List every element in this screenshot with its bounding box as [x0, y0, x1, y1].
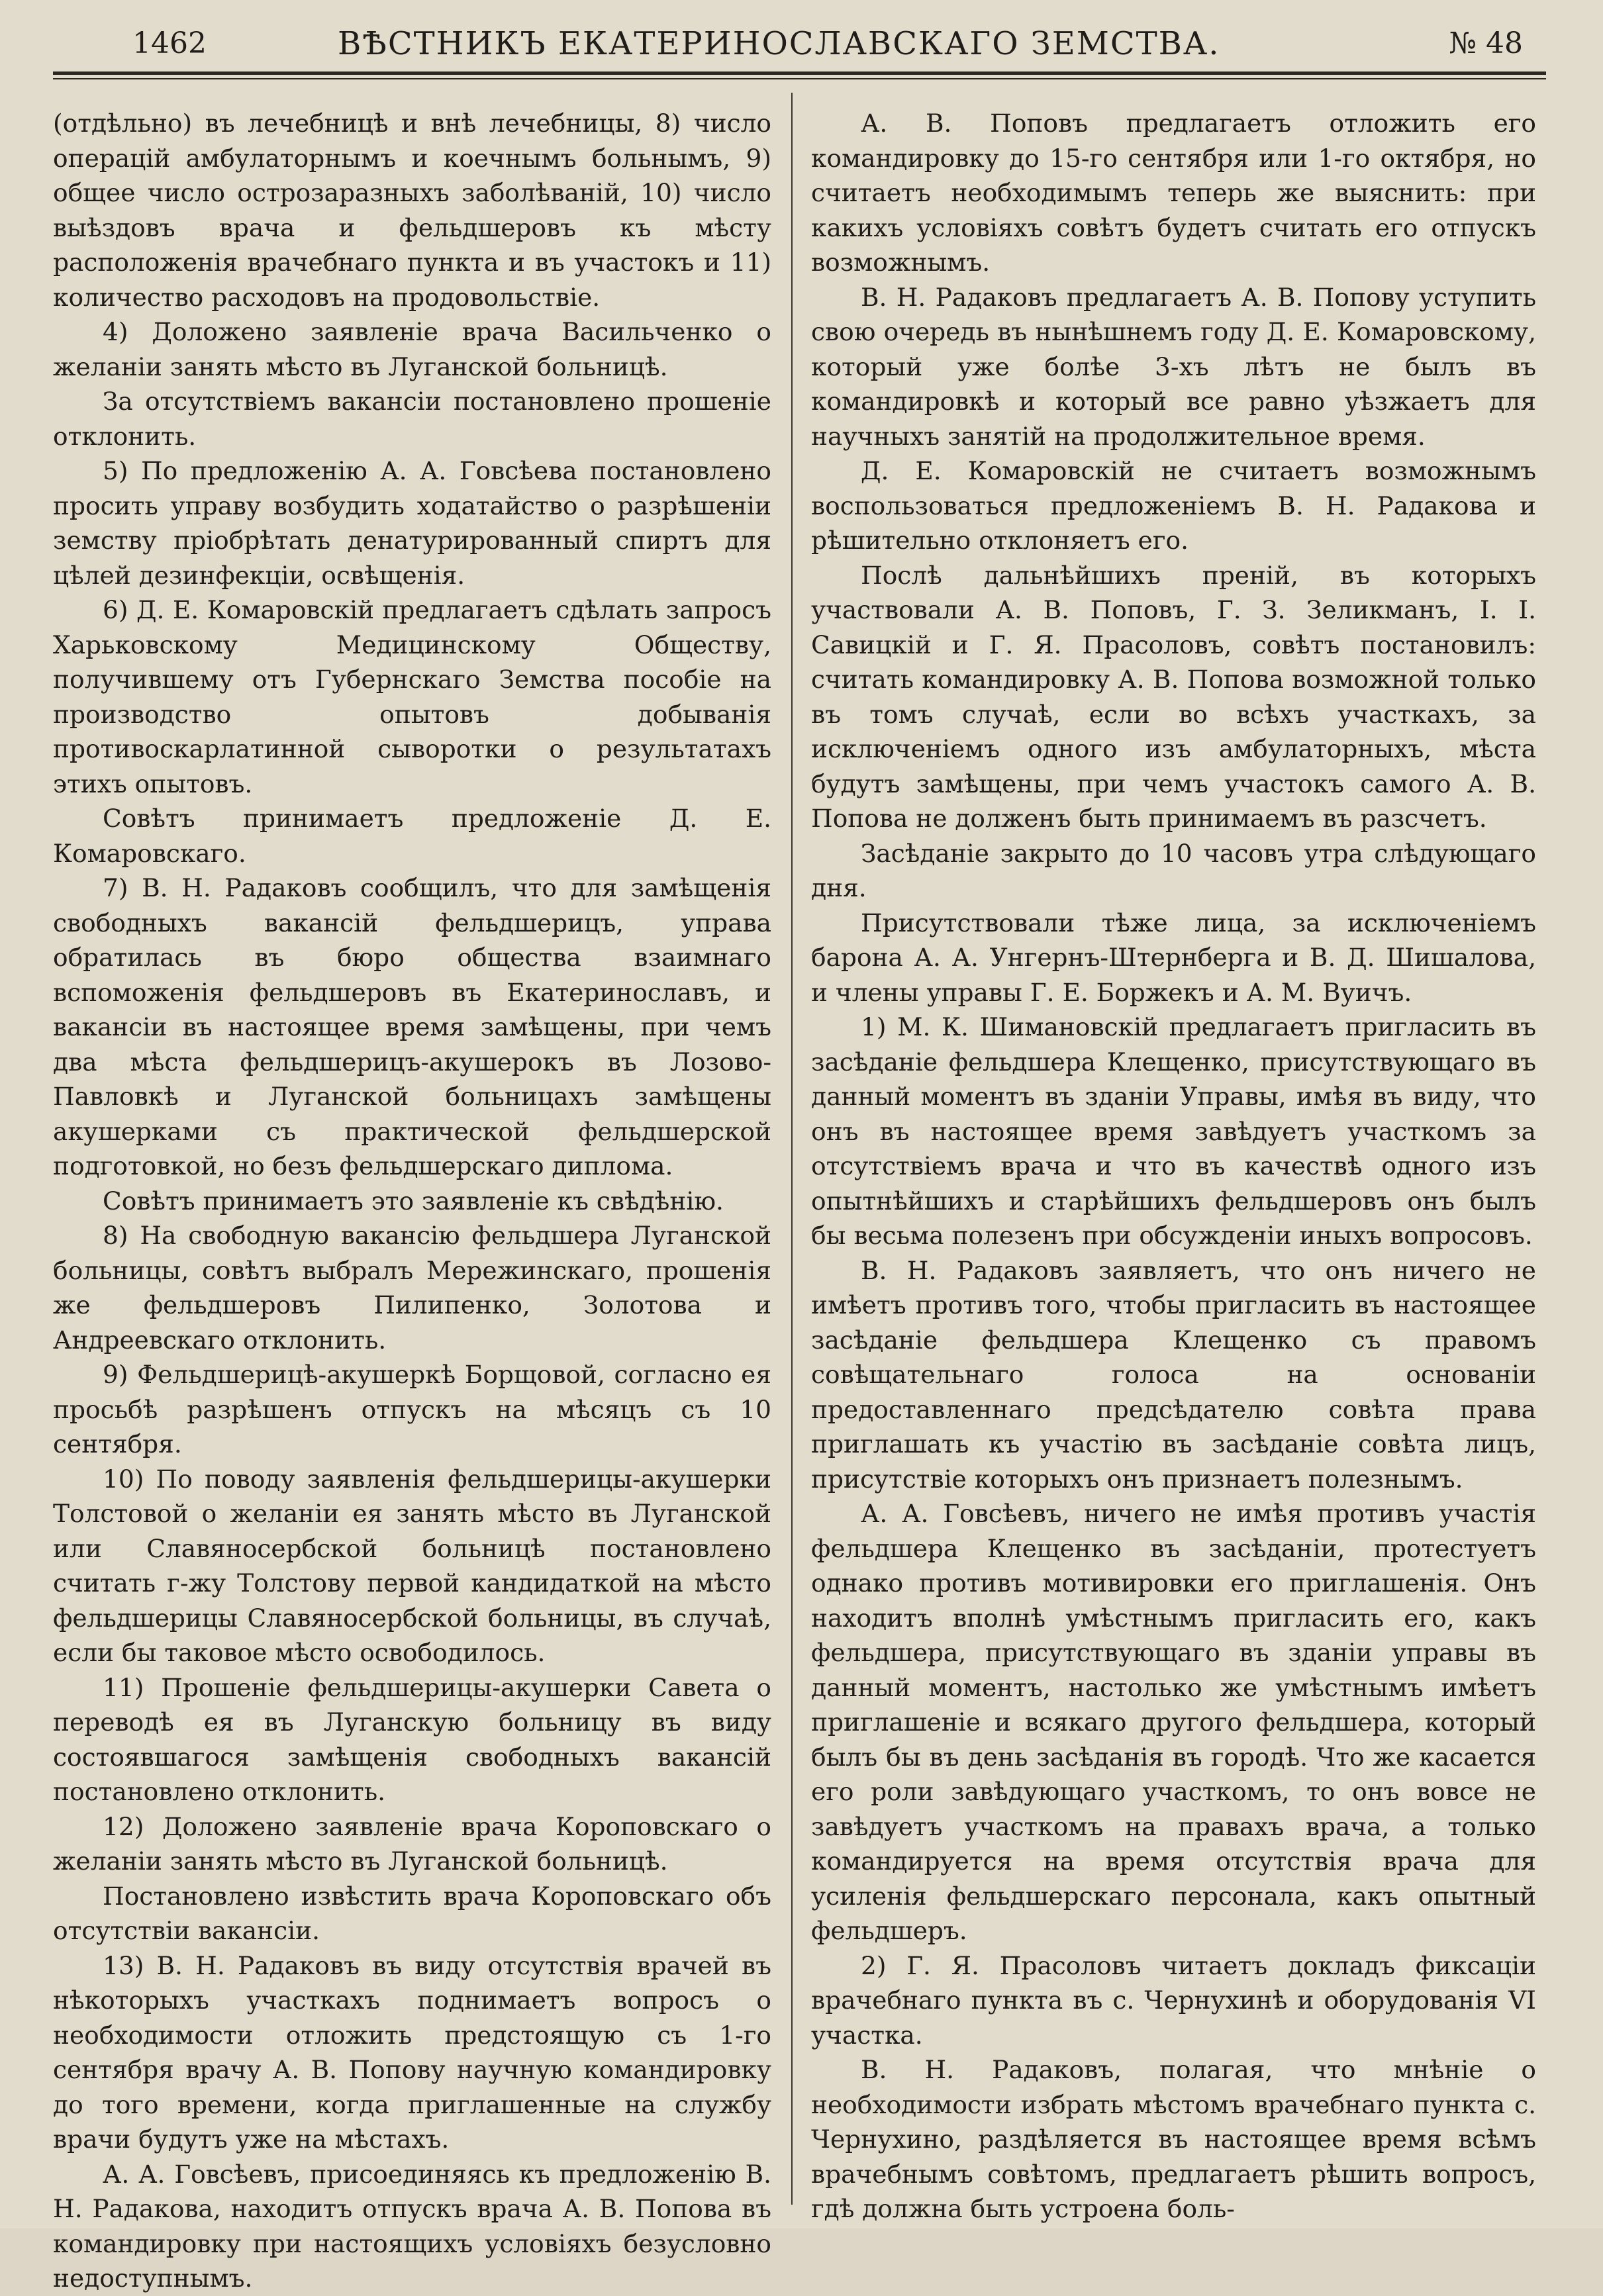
paragraph: 5) По предложенію А. А. Говсѣева постановлено просить управу возбудить ходатайство о разрѣшеніи земству пріобрѣтать денатурированный спиртъ для цѣлей дезинфекціи, освѣщенія. [53, 456, 771, 590]
paragraph: 2) Г. Я. Прасоловъ читаетъ докладъ фиксаціи врачебнаго пункта въ с. Чернухинѣ и оборудованія VI участка. [811, 1950, 1536, 2050]
column-divider [791, 93, 793, 2205]
paragraph: За отсутствіемъ вакансіи постановлено прошеніе отклонить. [53, 387, 771, 451]
header-rule-thin [53, 78, 1546, 79]
paragraph: 12) Доложено заявленіе врача Короповскаго о желаніи занять мѣсто въ Луганской больницѣ. [53, 1811, 771, 1876]
paragraph: В. Н. Радаковъ предлагаетъ А. В. Попову уступить свою очередь въ нынѣшнемъ году Д. Е. Комаровскому, который уже болѣе 3-хъ лѣтъ не былъ въ командировкѣ и который все равно уѣзжаетъ для научныхъ занятій на продолжительное время. [811, 282, 1536, 451]
paragraph: 4) Доложено заявленіе врача Васильченко о желаніи занять мѣсто въ Луганской больницѣ. [53, 317, 771, 381]
paragraph: 1) М. К. Шимановскій предлагаетъ пригласить въ засѣданіе фельдшера Клещенко, присутствующаго въ данный моментъ въ зданіи Управы, имѣя въ виду, что онъ въ настоящее время завѣдуетъ участкомъ за отсутствіемъ врача и что въ качествѣ одного изъ опытнѣйшихъ и старѣйшихъ фельдшеровъ онъ былъ бы весьма полезенъ при обсужденіи иныхъ вопросовъ. [811, 1012, 1536, 1250]
paragraph: В. Н. Радаковъ заявляетъ, что онъ ничего не имѣетъ противъ того, чтобы пригласить въ настоящее засѣданіе фельдшера Клещенко съ правомъ совѣщательнаго голоса на основаніи предоставленнаго предсѣдателю совѣта права приглашать къ участію въ засѣданіе совѣта лицъ, присутствіе которыхъ онъ признаетъ полезнымъ. [811, 1255, 1536, 1494]
paragraph: 7) В. Н. Радаковъ сообщилъ, что для замѣщенія свободныхъ вакансій фельдшерицъ, управа обратилась въ бюро общества взаимнаго вспоможенія фельдшеровъ въ Екатеринославъ, и вакансіи въ настоящее время замѣщены, при чемъ два мѣста фельдшерицъ-акушерокъ въ Лозово-Павловкѣ и Луганской больницахъ замѣщены акушерками съ практической фельдшерской подготовкой, но безъ фельдшерскаго диплома. [53, 873, 771, 1180]
paragraph: Постановлено извѣстить врача Короповскаго объ отсутствіи вакансіи. [53, 1881, 771, 1945]
paragraph: 11) Прошеніе фельдшерицы-акушерки Савета о переводѣ ея въ Луганскую больницу въ виду состоявшагося замѣщенія свободныхъ вакансій постановлено отклонить. [53, 1672, 771, 1806]
paragraph: А. А. Говсѣевъ, ничего не имѣя противъ участія фельдшера Клещенко въ засѣданіи, протестуетъ однако противъ мотивировки его приглашенія. Онъ находитъ вполнѣ умѣстнымъ пригласить его, какъ фельдшера, присутствующаго въ зданіи управы въ данный моментъ, настолько же умѣстнымъ имѣетъ приглашеніе и всякаго другого фельдшера, который былъ бы въ день засѣданія въ городѣ. Что же касается его роли завѣдующаго участкомъ, то онъ вовсе не завѣдуетъ участкомъ на правахъ врача, а только командируется на время отсутствія врача для усиленія фельдшерскаго персонала, какъ опытный фельдшеръ. [811, 1499, 1536, 1945]
paragraph: Засѣданіе закрыто до 10 часовъ утра слѣдующаго дня. [811, 838, 1536, 902]
paragraph: Присутствовали тѣже лица, за исключеніемъ барона А. А. Унгернъ-Штернберга и В. Д. Шишалова, и члены управы Г. Е. Боржекъ и А. М. Вуичъ. [811, 908, 1536, 1007]
paragraph: 8) На свободную вакансію фельдшера Луганской больницы, совѣтъ выбралъ Мережинскаго, прошенія же фельдшеровъ Пилипенко, Золотова и Андреевскаго отклонить. [53, 1221, 771, 1355]
right-column [811, 106, 1536, 2226]
left-column [53, 106, 771, 2296]
paragraph: Послѣ дальнѣйшихъ преній, въ которыхъ участвовали А. В. Поповъ, Г. З. Зеликманъ, І. І. Савицкій и Г. Я. Прасоловъ, совѣтъ постановилъ: считать командировку А. В. Попова возможной только въ томъ случаѣ, если во всѣхъ участкахъ, за исключеніемъ одного изъ амбулаторныхъ, мѣста будутъ замѣщены, при чемъ участокъ самого А. В. Попова не долженъ быть принимаемъ въ разсчетъ. [811, 560, 1536, 833]
paragraph: Д. Е. Комаровскій не считаетъ возможнымъ воспользоваться предложеніемъ В. Н. Радакова и рѣшительно отклоняетъ его. [811, 456, 1536, 555]
paragraph: 6) Д. Е. Комаровскій предлагаетъ сдѣлать запросъ Харьковскому Медицинскому Обществу, получившему отъ Губернскаго Земства пособіе на производство опытовъ добыванія противоскарлатинной сыворотки о результатахъ этихъ опытовъ. [53, 595, 771, 798]
paragraph: 10) По поводу заявленія фельдшерицы-акушерки Толстовой о желаніи ея занять мѣсто въ Луганской или Славяносербской больницѣ постановлено считать г-жу Толстову первой кандидаткой на мѣсто фельдшерицы Славяносербской больницы, въ случаѣ, если бы таковое мѣсто освободилось. [53, 1464, 771, 1667]
paragraph: 13) В. Н. Радаковъ въ виду отсутствія врачей въ нѣкоторыхъ участкахъ поднимаетъ вопросъ о необходимости отложить предстоящую съ 1-го сентября врачу А. В. Попову научную командировку до того времени, когда приглашенные на службу врачи будутъ уже на мѣстахъ. [53, 1950, 771, 2154]
page-header [99, 20, 1523, 66]
header-rule-thick [53, 72, 1546, 75]
paragraph: Совѣтъ принимаетъ предложеніе Д. Е. Комаровскаго. [53, 804, 771, 868]
paragraph: В. Н. Радаковъ, полагая, что мнѣніе о необходимости избрать мѣстомъ врачебнаго пункта с. Чернухино, раздѣляется въ настоящее время всѣмъ врачебнымъ совѣтомъ, предлагаетъ рѣшить вопросъ, гдѣ должна быть устроена боль- [811, 2055, 1536, 2223]
issue-number: № 48 [1449, 26, 1523, 60]
paragraph: А. В. Поповъ предлагаетъ отложить его командировку до 15-го сентября или 1-го октября, но считаетъ необходимымъ теперь же выяснить: при какихъ условіяхъ совѣтъ будетъ считать его отпускъ возможнымъ. [811, 109, 1536, 277]
paragraph: Совѣтъ принимаетъ это заявленіе къ свѣдѣнію. [103, 1186, 724, 1216]
page-number: 1462 [132, 26, 207, 60]
journal-title: ВѢСТНИКЪ ЕКАТЕРИНОСЛАВСКАГО ЗЕМСТВА. [338, 25, 1220, 62]
paragraph: 9) Фельдшерицѣ-акушеркѣ Борщовой, согласно ея просьбѣ разрѣшенъ отпускъ на мѣсяцъ съ 10 сентября. [53, 1360, 771, 1459]
paragraph: А. А. Говсѣевъ, присоединяясь къ предложенію В. Н. Радакова, находитъ отпускъ врача А. В. Попова въ командировку при настоящихъ условіяхъ безусловно недоступнымъ. [53, 2159, 771, 2293]
paragraph: (отдѣльно) въ лечебницѣ и внѣ лечебницы, 8) число операцій амбулаторнымъ и коечнымъ больнымъ, 9) общее число острозаразныхъ заболѣваній, 10) число выѣздовъ врача и фельдшеровъ къ мѣсту расположенія врачебнаго пункта и въ участокъ и 11) количество расходовъ на продовольствіе. [53, 109, 771, 312]
